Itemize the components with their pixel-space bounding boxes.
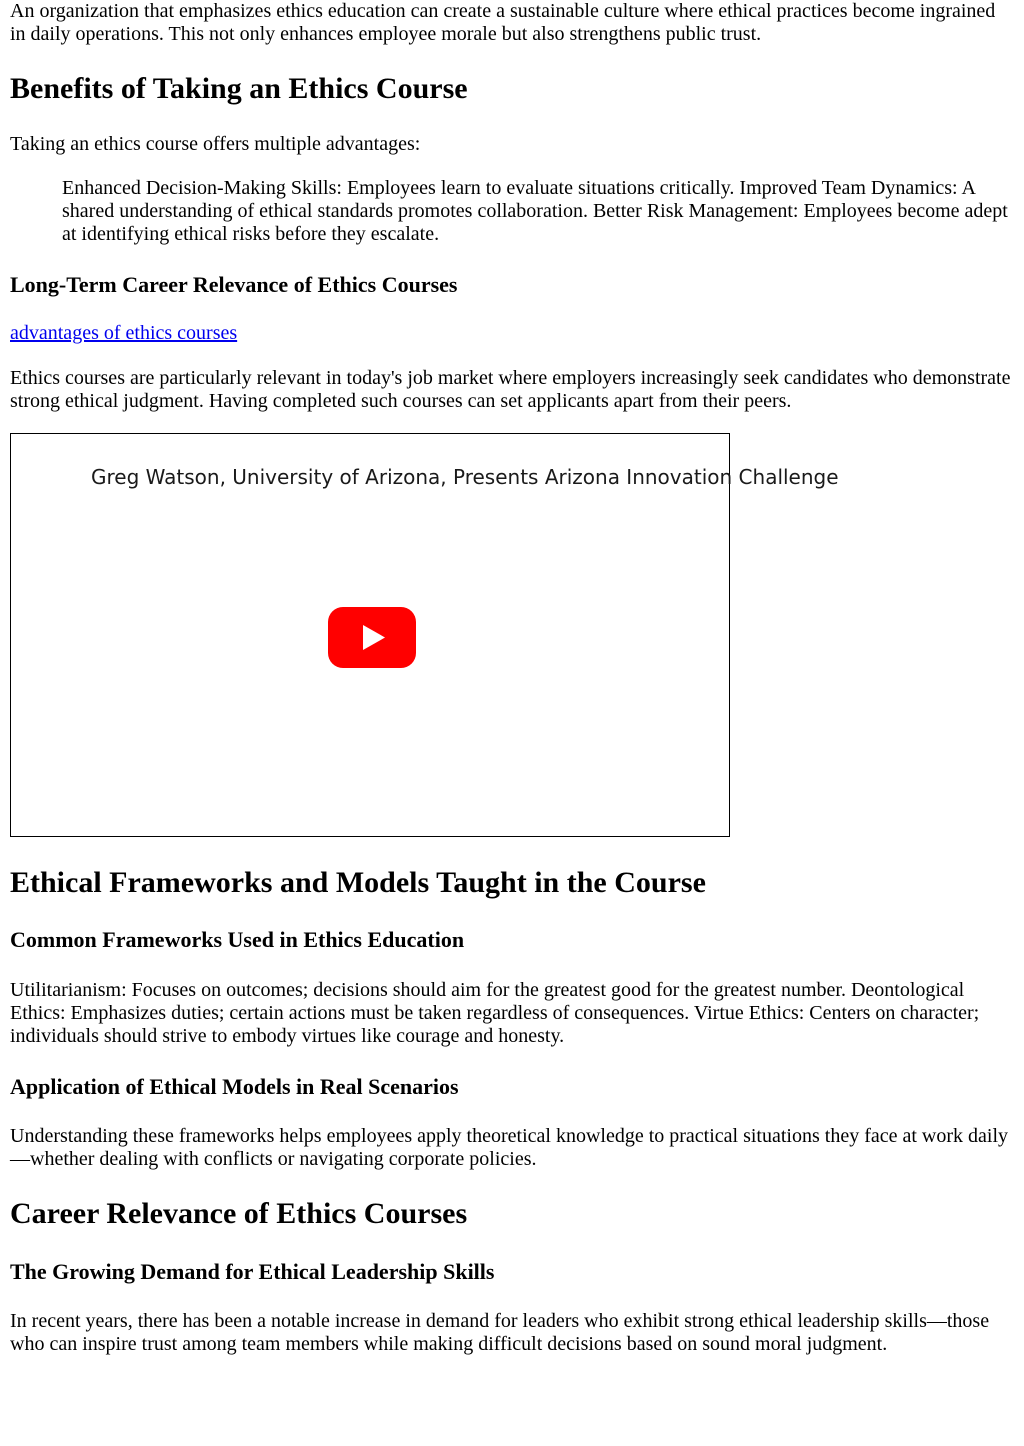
video-embed[interactable] — [10, 433, 839, 837]
long-term-career-heading: Long-Term Career Relevance of Ethics Courses — [10, 272, 458, 297]
intro-paragraph: An organization that emphasizes ethics education can create a sustainable culture where ethical practices become ingrained in daily operations. This not only enhances employee morale but also strengthens public trust. — [10, 0, 996, 45]
frameworks-heading: Ethical Frameworks and Models Taught in the Course — [10, 866, 706, 899]
common-frameworks-paragraph: Utilitarianism: Focuses on outcomes; decisions should aim for the greatest good for the greatest number. Deontological Ethics: Emphasizes duties; certain actions must be taken regardless of consequences. Virtue Ethics: Centers on character; individuals should strive to embody virtues like courage and honesty. — [10, 979, 980, 1047]
benefits-blockquote: Enhanced Decision-Making Skills: Employees learn to evaluate situations critically. Improved Team Dynamics: A shared understanding of ethical standards promotes collaboration. Better Risk Management: Employees become adept at identifying ethical risks before they escalate. — [62, 177, 1008, 245]
advantages-link[interactable]: advantages of ethics courses — [10, 322, 238, 344]
leadership-demand-heading: The Growing Demand for Ethical Leadership Skills — [10, 1259, 495, 1284]
long-term-relevance-paragraph: Ethics courses are particularly relevant in today's job market where employers increasingly seek candidates who demonstrate strong ethical judgment. Having completed such courses can set applicants apart from their peers. — [10, 367, 1011, 412]
leadership-demand-paragraph: In recent years, there has been a notable increase in demand for leaders who exhibit strong ethical leadership skills—those who can inspire trust among team members while making difficult decisions based on sound moral judgment. — [10, 1310, 990, 1355]
application-heading: Application of Ethical Models in Real Scenarios — [10, 1074, 459, 1099]
benefits-intro-paragraph: Taking an ethics course offers multiple advantages: — [10, 133, 421, 155]
benefits-heading: Benefits of Taking an Ethics Course — [10, 72, 468, 105]
application-paragraph: Understanding these frameworks helps employees apply theoretical knowledge to practical situations they face at work daily—whether dealing with conflicts or navigating corporate policies. — [10, 1125, 1009, 1170]
video-title[interactable]: Greg Watson, University of Arizona, Presents Arizona Innovation Challenge — [91, 465, 839, 489]
common-frameworks-heading: Common Frameworks Used in Ethics Education — [10, 927, 465, 952]
youtube-play-icon[interactable] — [328, 607, 416, 668]
career-relevance-heading: Career Relevance of Ethics Courses — [10, 1197, 468, 1230]
